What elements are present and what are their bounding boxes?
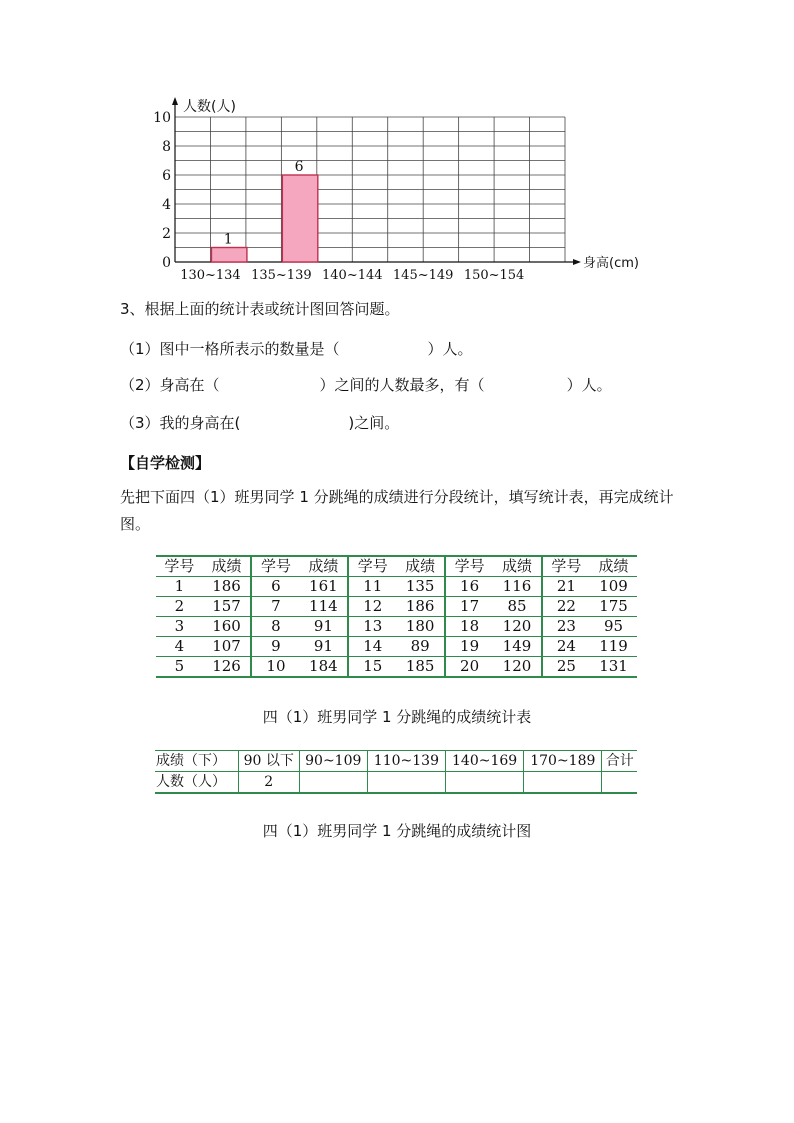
section-intro: 先把下面四（1）班男同学 1 分跳绳的成绩进行分段统计，填写统计表，再完成统计图。 xyxy=(120,488,674,533)
summary-input-cell[interactable] xyxy=(524,772,602,794)
table-cell: 22 xyxy=(542,597,590,617)
y-tick-label: 6 xyxy=(162,168,171,184)
question-1 xyxy=(120,338,473,359)
scores-header-row xyxy=(156,556,637,577)
table-cell: 89 xyxy=(396,637,444,657)
chart-caption: 四（1）班男同学 1 分跳绳的成绩统计图 xyxy=(262,822,532,840)
table-row xyxy=(156,577,637,597)
table-cell: 15 xyxy=(348,657,396,678)
table-cell: 91 xyxy=(300,637,348,657)
table-cell: 161 xyxy=(300,577,348,597)
table-cell: 175 xyxy=(590,597,637,617)
x-axis-arrow xyxy=(573,259,581,265)
table-cell: 16 xyxy=(445,577,493,597)
table-cell: 6 xyxy=(251,577,299,597)
table-cell: 120 xyxy=(493,617,541,637)
y-tick-label: 10 xyxy=(153,110,171,126)
table-cell: 1 xyxy=(156,577,203,597)
data-label: 6 xyxy=(294,159,304,175)
table-cell: 91 xyxy=(300,617,348,637)
table-cell: 2 xyxy=(156,597,203,617)
table-cell: 17 xyxy=(445,597,493,617)
question-3-suffix: )之间。 xyxy=(348,414,400,432)
header-cell: 学号 xyxy=(445,556,493,577)
table-cell: 4 xyxy=(156,637,203,657)
summary-table xyxy=(155,750,637,794)
table-cell: 20 xyxy=(445,657,493,678)
x-tick-label: 140~144 xyxy=(322,268,383,283)
table-cell: 120 xyxy=(493,657,541,678)
table-cell: 131 xyxy=(590,657,637,678)
table-cell: 135 xyxy=(396,577,444,597)
table-row xyxy=(156,657,637,678)
summary-input-cell[interactable] xyxy=(367,772,445,794)
header-cell: 学号 xyxy=(251,556,299,577)
table-cell: 14 xyxy=(348,637,396,657)
header-cell: 成绩 xyxy=(203,556,251,577)
question-3 xyxy=(120,412,399,433)
table-cell: 157 xyxy=(203,597,251,617)
table-row xyxy=(156,597,637,617)
table-cell: 11 xyxy=(348,577,396,597)
question-title: 3、根据上面的统计表或统计图回答问题。 xyxy=(120,300,400,318)
section-heading: 【自学检测】 xyxy=(120,454,211,472)
table-cell: 119 xyxy=(590,637,637,657)
question-1-suffix: ）人。 xyxy=(427,340,473,358)
table-cell: 10 xyxy=(251,657,299,678)
summary-cell: 合计 xyxy=(602,751,637,772)
x-tick-label: 130~134 xyxy=(180,268,241,283)
table-cell: 5 xyxy=(156,657,203,678)
table-cell: 186 xyxy=(203,577,251,597)
y-tick-label: 4 xyxy=(162,197,171,213)
header-cell: 成绩 xyxy=(300,556,348,577)
table-cell: 21 xyxy=(542,577,590,597)
x-tick-label: 150~154 xyxy=(463,268,525,283)
bar xyxy=(211,248,246,263)
summary-table-caption: 四（1）班男同学 1 分跳绳的成绩统计表 xyxy=(262,708,532,726)
table-row xyxy=(156,617,637,637)
y-axis-arrow xyxy=(172,97,178,105)
table-cell: 7 xyxy=(251,597,299,617)
table-cell: 85 xyxy=(493,597,541,617)
question-3-prefix: （3）我的身高在( xyxy=(120,414,241,432)
table-cell: 186 xyxy=(396,597,444,617)
question-1-prefix: （1）图中一格所表示的数量是（ xyxy=(120,340,340,358)
summary-cell: 成绩（下） xyxy=(155,751,238,772)
table-cell: 24 xyxy=(542,637,590,657)
table-cell: 114 xyxy=(300,597,348,617)
table-row xyxy=(156,637,637,657)
table-cell: 109 xyxy=(590,577,637,597)
question-2 xyxy=(120,374,612,395)
summary-row-range xyxy=(155,751,637,772)
table-cell: 149 xyxy=(493,637,541,657)
table-cell: 180 xyxy=(396,617,444,637)
table-cell: 12 xyxy=(348,597,396,617)
question-2-prefix: （2）身高在（ xyxy=(120,376,220,394)
header-cell: 成绩 xyxy=(396,556,444,577)
summary-cell: 90~109 xyxy=(299,751,367,772)
summary-cell: 110~139 xyxy=(367,751,445,772)
header-cell: 学号 xyxy=(542,556,590,577)
header-cell: 成绩 xyxy=(493,556,541,577)
summary-cell: 170~189 xyxy=(524,751,602,772)
table-cell: 9 xyxy=(251,637,299,657)
table-cell: 3 xyxy=(156,617,203,637)
height-bar-chart xyxy=(150,90,650,285)
question-2-middle: ）之间的人数最多，有（ xyxy=(319,376,485,394)
summary-cell: 90 以下 xyxy=(238,751,299,772)
x-tick-label: 135~139 xyxy=(251,268,312,283)
question-2-suffix: ）人。 xyxy=(566,376,612,394)
summary-input-cell[interactable] xyxy=(446,772,524,794)
y-tick-label: 8 xyxy=(162,139,171,155)
table-cell: 184 xyxy=(300,657,348,678)
table-cell: 95 xyxy=(590,617,637,637)
table-cell: 18 xyxy=(445,617,493,637)
header-cell: 成绩 xyxy=(590,556,637,577)
x-tick-label: 145~149 xyxy=(392,268,454,283)
table-cell: 107 xyxy=(203,637,251,657)
y-tick-label: 0 xyxy=(162,255,171,271)
table-cell: 116 xyxy=(493,577,541,597)
y-axis-label: 人数(人) xyxy=(183,99,236,115)
scores-table xyxy=(156,555,637,678)
header-cell: 学号 xyxy=(156,556,203,577)
table-cell: 13 xyxy=(348,617,396,637)
summary-cell: 人数（人） xyxy=(155,772,238,794)
summary-input-cell[interactable] xyxy=(602,772,637,794)
data-label: 1 xyxy=(223,231,233,248)
table-cell: 160 xyxy=(203,617,251,637)
summary-row-count xyxy=(155,772,637,794)
table-cell: 185 xyxy=(396,657,444,678)
summary-cell: 140~169 xyxy=(446,751,524,772)
table-cell: 19 xyxy=(445,637,493,657)
table-cell: 25 xyxy=(542,657,590,678)
summary-input-cell[interactable] xyxy=(299,772,367,794)
table-cell: 23 xyxy=(542,617,590,637)
table-cell: 8 xyxy=(251,617,299,637)
x-axis-label: 身高(cm) xyxy=(583,256,639,271)
table-cell: 126 xyxy=(203,657,251,678)
summary-cell: 2 xyxy=(238,772,299,794)
bar xyxy=(282,175,317,262)
y-tick-label: 2 xyxy=(162,226,171,242)
header-cell: 学号 xyxy=(348,556,396,577)
